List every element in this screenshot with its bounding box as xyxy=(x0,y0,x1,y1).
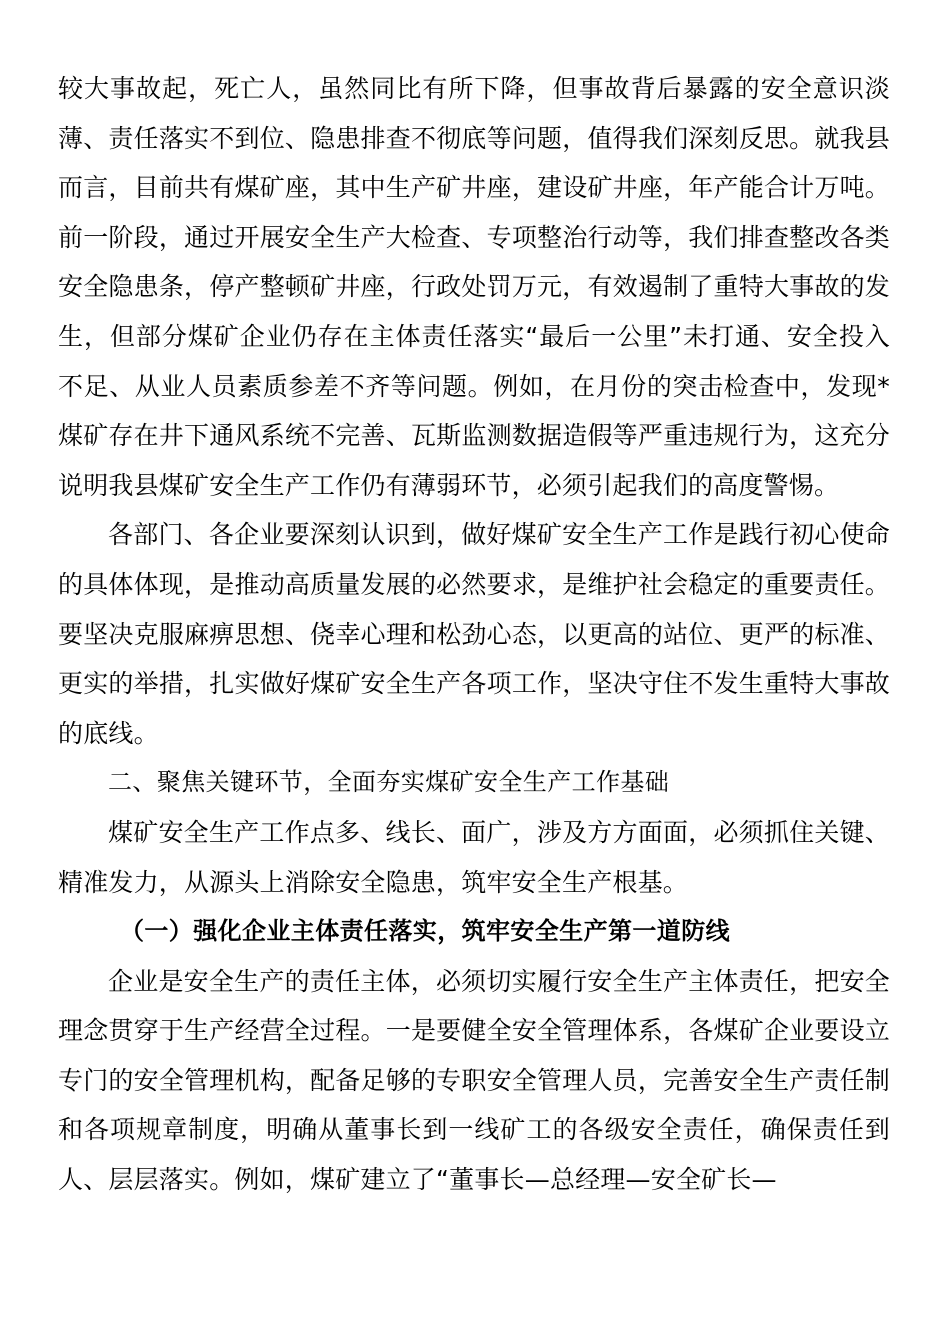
paragraph-responsibility-awareness: 各部门、各企业要深刻认识到，做好煤矿安全生产工作是践行初心使命的具体体现，是推动高质量发展的必然要求，是维护社会稳定的重要责任。要坚决克服麻痹思想、侥幸心理和松劲心态，以更高的站位、更严的标准、更实的举措，扎实做好煤矿安全生产各项工作，坚决守住不发生重特大事故的底线。 xyxy=(58,520,890,748)
paragraph-mine-accident-status: 较大事故起，死亡人，虽然同比有所下降，但事故背后暴露的安全意识淡薄、责任落实不到位、隐患排查不彻底等问题，值得我们深刻反思。就我县而言，目前共有煤矿座，其中生产矿井座，建设矿井座，年产能合计万吨。前一阶段，通过开展安全生产大检查、专项整治行动等，我们排查整改各类安全隐患条，停产整顿矿井座，行政处罚万元，有效遏制了重特大事故的发生，但部分煤矿企业仍存在主体责任落实“最后一公里”未打通、安全投入不足、从业人员素质参差不齐等问题。例如，在月份的突击检查中，发现*煤矿存在井下通风系统不完善、瓦斯监测数据造假等严重违规行为，这充分说明我县煤矿安全生产工作仍有薄弱环节，必须引起我们的高度警惕。 xyxy=(58,74,890,500)
subsection-heading-1: （一）强化企业主体责任落实，筑牢安全生产第一道防线 xyxy=(120,917,730,946)
section-heading-2: 二、聚焦关键环节，全面夯实煤矿安全生产工作基础 xyxy=(108,768,670,797)
paragraph-key-links: 煤矿安全生产工作点多、线长、面广，涉及方方面面，必须抓住关键、精准发力，从源头上消除安全隐患，筑牢安全生产根基。 xyxy=(58,817,890,897)
paragraph-enterprise-responsibility: 企业是安全生产的责任主体，必须切实履行安全生产主体责任，把安全理念贯穿于生产经营全过程。一是要健全安全管理体系，各煤矿企业要设立专门的安全管理机构，配备足够的专职安全管理人员，完善安全生产责任制和各项规章制度，明确从董事长到一线矿工的各级安全责任，确保责任到人、层层落实。例如，煤矿建立了“董事长—总经理—安全矿长— xyxy=(58,966,890,1195)
document-body xyxy=(58,64,890,1205)
